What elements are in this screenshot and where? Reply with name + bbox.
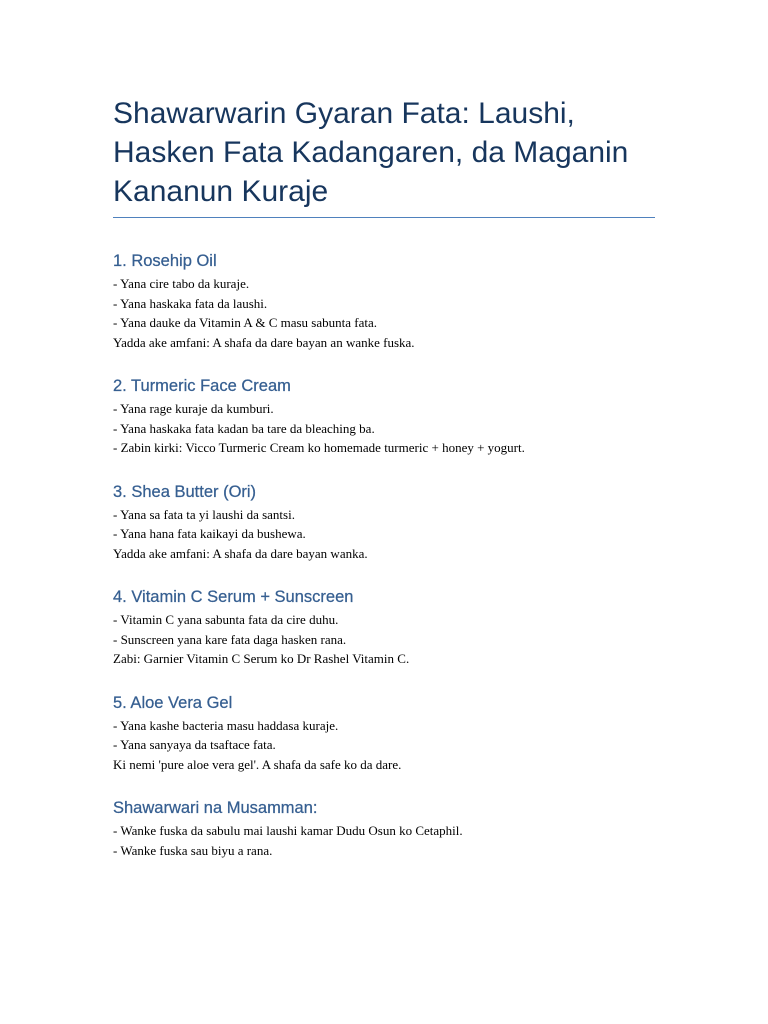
section-special-advice (113, 797, 655, 860)
section-shea-butter (113, 481, 655, 564)
section-line: - Sunscreen yana kare fata daga hasken rana. (113, 631, 347, 647)
section-line: - Vitamin C yana sabunta fata da cire duhu. (113, 612, 339, 627)
section-line: - Yana cire tabo da kuraje. (113, 276, 250, 291)
section-heading: 3. Shea Butter (Ori) (113, 482, 257, 501)
section-line: - Yana hana fata kaikayi da bushewa. (113, 526, 306, 541)
section-line: - Yana dauke da Vitamin A & C masu sabunta fata. (113, 315, 377, 330)
section-line: - Zabin kirki: Vicco Turmeric Cream ko homemade turmeric + honey + yogurt. (113, 440, 525, 455)
section-line: - Wanke fuska sau biyu a rana. (113, 842, 273, 858)
section-heading: 2. Turmeric Face Cream (113, 377, 291, 395)
section-line: - Yana kashe bacteria masu haddasa kuraje. (113, 717, 339, 733)
document-page (113, 94, 655, 883)
section-line: Yadda ake amfani: A shafa da dare bayan wanka. (113, 545, 368, 561)
title-divider (113, 217, 655, 218)
section-aloe-vera-gel (113, 692, 655, 775)
document-title: Shawarwarin Gyaran Fata: Laushi, Hasken Fata Kadangaren, da Maganin Kananun Kuraje (113, 97, 629, 208)
section-heading: 5. Aloe Vera Gel (113, 693, 233, 712)
section-line: - Yana rage kuraje da kumburi. (113, 401, 274, 416)
section-turmeric-face-cream (113, 375, 655, 458)
section-line: - Yana haskaka fata da laushi. (113, 295, 268, 311)
section-line: Ki nemi 'pure aloe vera gel'. A shafa da safe ko da dare. (113, 756, 402, 772)
section-line: Zabi: Garnier Vitamin C Serum ko Dr Rashel Vitamin C. (113, 651, 410, 666)
section-line: - Yana sanyaya da tsaftace fata. (113, 737, 276, 752)
section-line: - Yana haskaka fata kadan ba tare da bleaching ba. (113, 420, 375, 436)
section-heading: 1. Rosehip Oil (113, 252, 217, 270)
section-heading: 4. Vitamin C Serum + Sunscreen (113, 588, 354, 606)
section-line: - Yana sa fata ta yi laushi da santsi. (113, 506, 295, 522)
section-vitamin-c-serum (113, 586, 655, 669)
section-line: - Wanke fuska da sabulu mai laushi kamar Dudu Osun ko Cetaphil. (113, 823, 463, 838)
section-heading: Shawarwari na Musamman: (113, 799, 318, 817)
section-rosehip-oil (113, 250, 655, 352)
section-line: Yadda ake amfani: A shafa da dare bayan an wanke fuska. (113, 334, 415, 350)
